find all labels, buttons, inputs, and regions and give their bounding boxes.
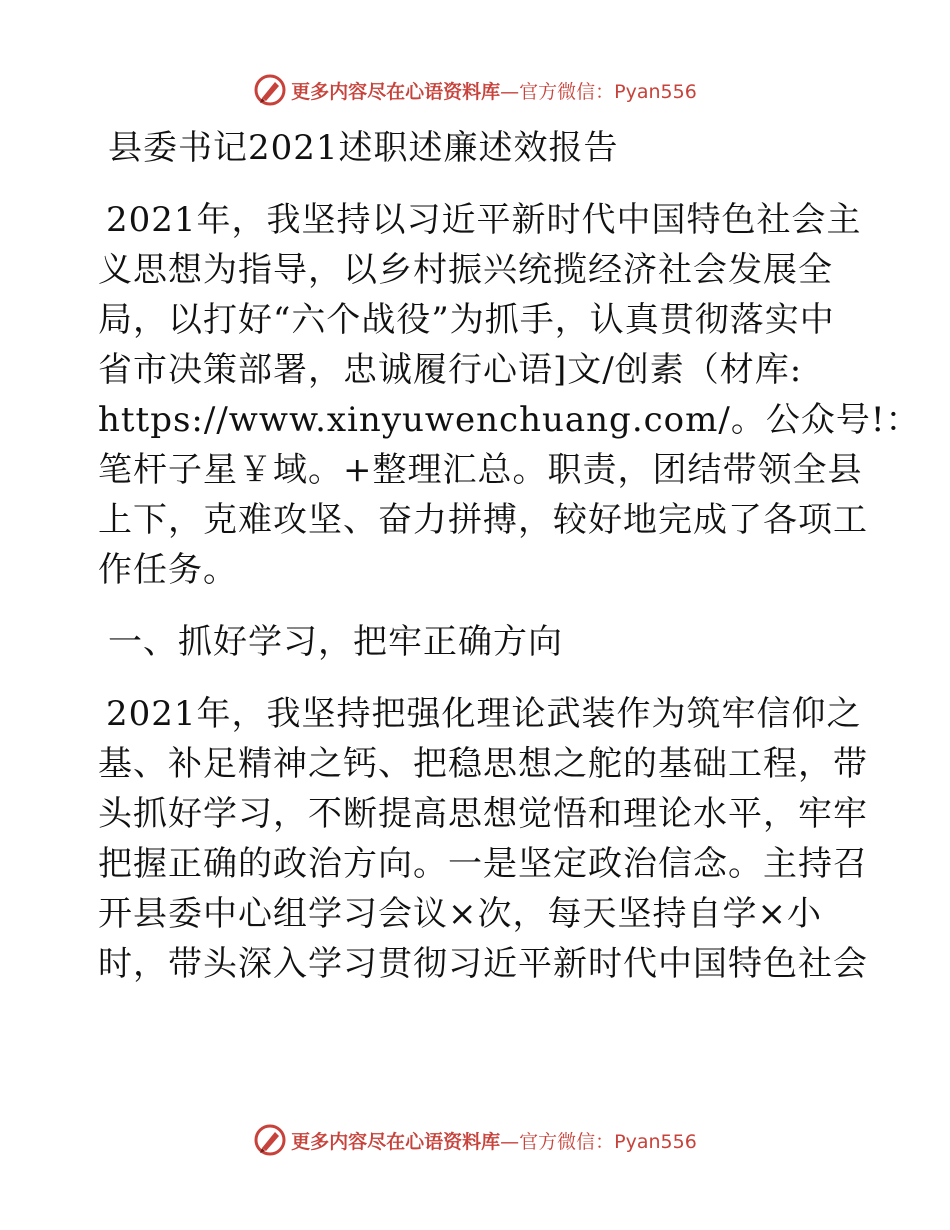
paragraph-1: [98, 195, 921, 595]
paragraph-line: 笔杆子星￥域。+整理汇总。职责，团结带领全县: [98, 450, 863, 490]
document-body: [98, 118, 921, 989]
paragraph-line: 义思想为指导，以乡村振兴统揽经济社会发展全: [98, 250, 833, 290]
pen-logo-icon: [253, 1123, 287, 1157]
paragraph-line: 局，以打好“六个战役”为抓手，认真贯彻落实中: [98, 300, 835, 340]
paragraph-line: 2021年，我坚持把强化理论武装作为筑牢信仰之: [106, 694, 862, 734]
paragraph-line: 上下，克难攻坚、奋力拼搏，较好地完成了各项工: [98, 500, 868, 540]
paragraph-2: [98, 689, 868, 989]
paragraph-line: 把握正确的政治方向。一是坚定政治信念。主持召: [98, 844, 868, 884]
watermark-text: 更多内容尽在心语资料库: [291, 80, 501, 103]
paragraph-line: 开县委中心组学习会议×次，每天坚持自学×小: [98, 894, 822, 934]
watermark-suffix: —官方微信：Pyan556: [500, 80, 697, 103]
paragraph-line: 头抓好学习，不断提高思想觉悟和理论水平，牢牢: [98, 794, 868, 834]
paragraph-line: https://www.xinyuwenchuang.com/。公众号!：: [98, 400, 921, 440]
paragraph-line: 作任务。: [98, 550, 238, 590]
paragraph-line: 省市决策部署，忠诚履行心语]文/创素（材库:: [98, 350, 803, 390]
paragraph-line: 基、补足精神之钙、把稳思想之舵的基础工程，带: [98, 744, 868, 784]
pen-logo-icon: [253, 73, 287, 107]
paragraph-line: 时，带头深入学习贯彻习近平新时代中国特色社会: [98, 944, 868, 984]
watermark-suffix: —官方微信：Pyan556: [500, 1130, 697, 1153]
watermark-banner-bottom: [0, 1120, 950, 1160]
section-heading-1: 一、抓好学习，把牢正确方向: [108, 622, 563, 662]
watermark-text: 更多内容尽在心语资料库: [291, 1130, 501, 1153]
paragraph-line: 2021年，我坚持以习近平新时代中国特色社会主: [106, 200, 862, 240]
watermark-banner-top: [0, 70, 950, 110]
document-title: 县委书记2021述职述廉述效报告: [108, 128, 619, 168]
